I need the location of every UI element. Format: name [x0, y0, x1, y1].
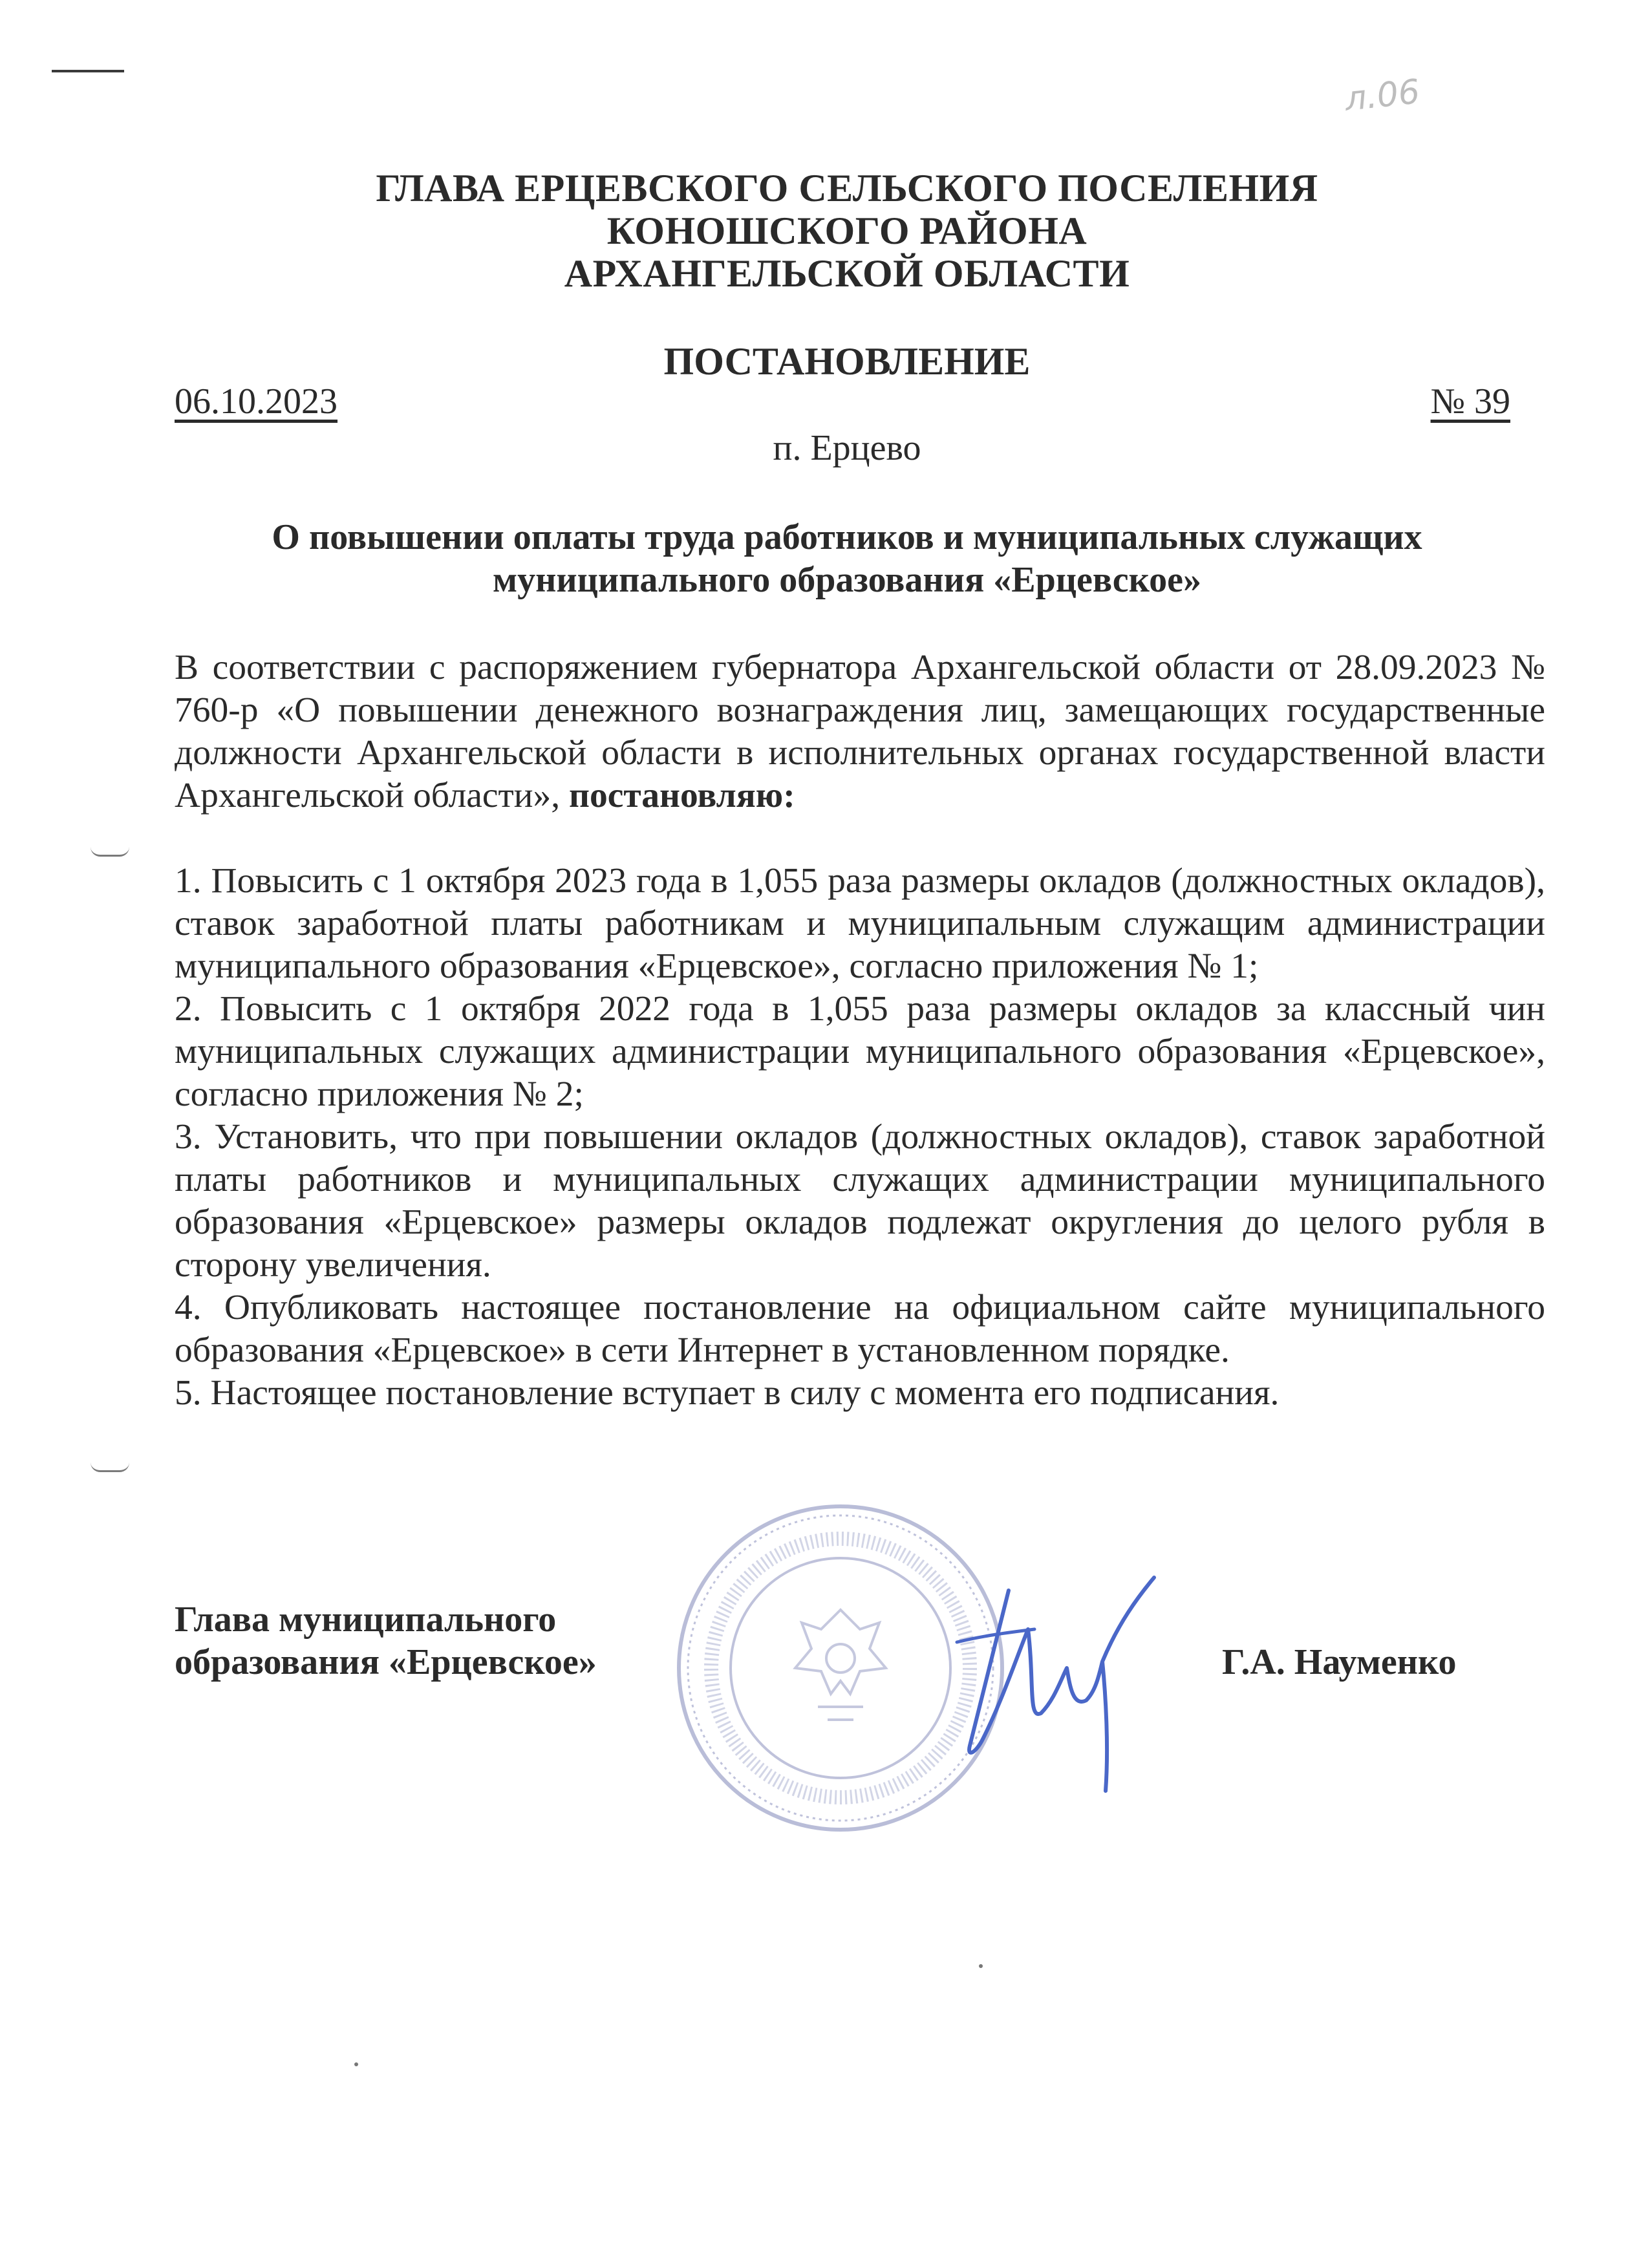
preamble-resolve: постановляю:: [569, 776, 795, 815]
handwritten-page-note: л.06: [1343, 72, 1422, 119]
document-subject: [129, 516, 1565, 601]
signatory-position-line-1: Глава муниципального: [175, 1599, 557, 1640]
margin-tick: [91, 847, 129, 857]
scan-mark: [52, 70, 124, 72]
document-body: [175, 647, 1545, 1415]
item-3: 3. Установить, что при повышении окладов (должностных окладов), ставок заработной платы работников и муниципальных служащих администрации муниципального образования «Ерцевское» размеры окладов подлежат округления до целого рубля в сторону увеличения.: [175, 1117, 1545, 1285]
signatory-position-line-2: образования «Ерцевское»: [175, 1642, 597, 1682]
subject-line-2: муниципального образования «Ерцевское»: [492, 560, 1202, 600]
document-number: № 39: [1430, 381, 1510, 422]
issuer-line-2: КОНОШСКОГО РАЙОНА: [606, 209, 1088, 252]
document-place: п. Ерцево: [773, 428, 921, 468]
scan-speck: [354, 2062, 358, 2066]
subject-line-1: О повышении оплаты труда работников и муниципальных служащих: [272, 517, 1422, 557]
document-type: ПОСТАНОВЛЕНИЕ: [663, 340, 1031, 383]
issuer-line-3: АРХАНГЕЛЬСКОЙ ОБЛАСТИ: [564, 252, 1130, 295]
margin-tick: [91, 1462, 129, 1472]
document-date: 06.10.2023: [175, 381, 338, 422]
issuer-line-1: ГЛАВА ЕРЦЕВСКОГО СЕЛЬСКОГО ПОСЕЛЕНИЯ: [376, 167, 1318, 209]
signatory-position: [175, 1598, 597, 1684]
item-2: 2. Повысить с 1 октября 2022 года в 1,055 раза размеры окладов за классный чин муниципальных служащих администрации муниципального образования «Ерцевское», согласно приложения № 2;: [175, 989, 1545, 1114]
item-4: 4. Опубликовать настоящее постановление на официальном сайте муниципального образования «Ерцевское» в сети Интернет в установленном порядке.: [175, 1288, 1545, 1370]
item-1: 1. Повысить с 1 октября 2023 года в 1,055 раза размеры окладов (должностных окладов), ставок заработной платы работникам и муниципальным служащим администрации муниципального образования «Ерцевское», согласно приложения № 1;: [175, 861, 1545, 986]
issuer-header: [129, 167, 1565, 295]
item-5: 5. Настоящее постановление вступает в силу с момента его подписания.: [175, 1373, 1280, 1413]
preamble-paragraph: [175, 647, 1545, 817]
preamble-text: В соответствии с распоряжением губернатора Архангельской области от 28.09.2023 № 760-р «О повышении денежного вознаграждения лиц, замещающих государственные должности Архангельской области в исполнительных органах государственной власти Архангельской области»,: [175, 648, 1545, 815]
scan-speck: [979, 1964, 983, 1968]
signatory-name: Г.А. Науменко: [1222, 1642, 1457, 1682]
handwritten-signature: [931, 1552, 1164, 1797]
